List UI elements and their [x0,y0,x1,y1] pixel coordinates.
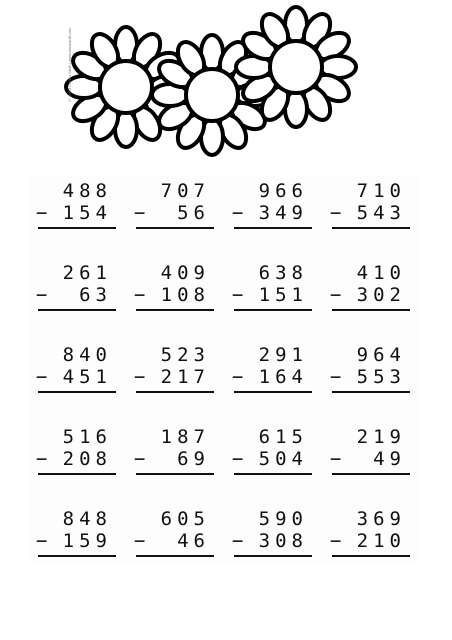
answer-line [332,473,410,475]
answer-line [234,473,312,475]
subtraction-problem [322,176,420,258]
answer-line [136,555,214,557]
subtraction-problem [322,258,420,340]
subtrahend: 164 [258,366,308,388]
subtraction-problem [224,340,322,422]
subtrahend: 108 [160,284,210,306]
minus-sign: − [134,530,146,552]
subtraction-problem [126,258,224,340]
subtrahend: 159 [62,530,112,552]
minus-sign: − [330,366,342,388]
subtraction-problem [322,422,420,504]
minuend: 840 [62,344,112,366]
subtraction-problem [28,422,126,504]
answer-line [234,555,312,557]
minus-sign: − [36,448,48,470]
minus-sign: − [232,202,244,224]
subtraction-problem [224,258,322,340]
subtrahend: 56 [160,202,210,224]
minuend: 523 [160,344,210,366]
flower-center [186,69,238,121]
subtrahend: 208 [62,448,112,470]
minus-sign: − [232,284,244,306]
minuend: 369 [356,508,406,530]
minus-sign: − [134,284,146,306]
minuend: 488 [62,180,112,202]
minuend: 219 [356,426,406,448]
answer-line [38,309,116,311]
copyright-text: © 2003 Doris's Stuff • www.dorisstuff.com [67,27,72,103]
subtraction-problem [28,504,126,586]
minus-sign: − [330,202,342,224]
answer-line [136,473,214,475]
answer-line [38,555,116,557]
answer-line [136,227,214,229]
subtrahend: 504 [258,448,308,470]
flower-center [270,41,322,93]
minus-sign: − [330,284,342,306]
minuend: 590 [258,508,308,530]
subtrahend: 451 [62,366,112,388]
minuend: 615 [258,426,308,448]
minus-sign: − [134,202,146,224]
answer-line [234,227,312,229]
minus-sign: − [330,530,342,552]
subtraction-problem [28,258,126,340]
subtrahend: 63 [62,284,112,306]
minus-sign: − [36,284,48,306]
minuend: 964 [356,344,406,366]
subtrahend: 154 [62,202,112,224]
minuend: 605 [160,508,210,530]
subtraction-problem [126,504,224,586]
subtraction-problem [126,340,224,422]
subtraction-problem [28,340,126,422]
minus-sign: − [232,448,244,470]
subtrahend: 69 [160,448,210,470]
answer-line [234,391,312,393]
subtrahend: 543 [356,202,406,224]
subtrahend: 49 [356,448,406,470]
subtraction-problem [322,504,420,586]
answer-line [332,391,410,393]
minus-sign: − [232,530,244,552]
answer-line [136,391,214,393]
flower-center [100,61,152,113]
minuend: 710 [356,180,406,202]
minus-sign: − [232,366,244,388]
subtrahend: 151 [258,284,308,306]
answer-line [332,555,410,557]
subtrahend: 553 [356,366,406,388]
answer-line [38,391,116,393]
subtraction-problem [224,422,322,504]
subtrahend: 217 [160,366,210,388]
minuend: 261 [62,262,112,284]
answer-line [332,309,410,311]
answer-line [38,227,116,229]
subtraction-problem [126,176,224,258]
subtraction-problems-grid [28,176,420,564]
subtrahend: 302 [356,284,406,306]
answer-line [332,227,410,229]
subtraction-problem [322,340,420,422]
subtrahend: 308 [258,530,308,552]
answer-line [234,309,312,311]
minuend: 410 [356,262,406,284]
minus-sign: − [330,448,342,470]
minus-sign: − [36,366,48,388]
minus-sign: − [134,448,146,470]
minuend: 707 [160,180,210,202]
answer-line [38,473,116,475]
subtraction-problem [224,504,322,586]
answer-line [136,309,214,311]
minuend: 516 [62,426,112,448]
minus-sign: − [134,366,146,388]
minuend: 409 [160,262,210,284]
minuend: 966 [258,180,308,202]
minuend: 291 [258,344,308,366]
minus-sign: − [36,530,48,552]
subtraction-problem [28,176,126,258]
minus-sign: − [36,202,48,224]
subtraction-problem [224,176,322,258]
minuend: 638 [258,262,308,284]
subtraction-problem [126,422,224,504]
subtrahend: 46 [160,530,210,552]
subtrahend: 210 [356,530,406,552]
minuend: 187 [160,426,210,448]
subtrahend: 349 [258,202,308,224]
minuend: 848 [62,508,112,530]
